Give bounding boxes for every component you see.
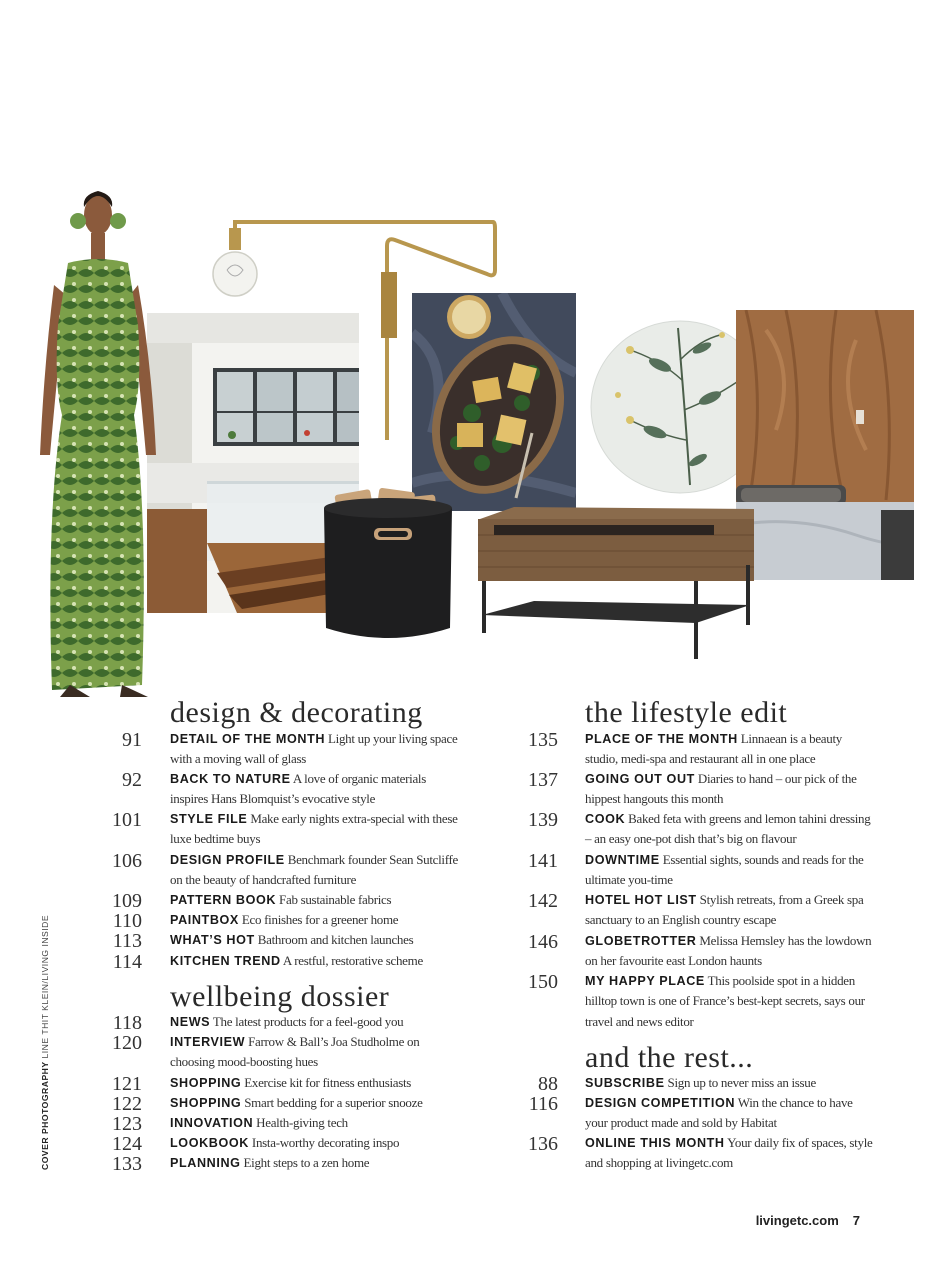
- entry-description: Fab sustainable fabrics: [279, 892, 392, 907]
- section-title: wellbeing dossier: [170, 980, 390, 1013]
- entry-description: Eco finishes for a greener home: [241, 912, 399, 927]
- entry-description: Smart bedding for a superior snooze: [244, 1095, 423, 1110]
- section-title: the lifestyle edit: [585, 696, 788, 729]
- entry-page-number: 137: [528, 769, 558, 791]
- entry-description: Linnaean is a beauty studio, medi-spa and restaurant all in one place: [585, 731, 842, 767]
- entry-description: Baked feta with greens and lemon tahini dressing – an easy one-pot dish that’s big on flavour: [585, 811, 871, 847]
- entry-heading: DESIGN COMPETITION: [585, 1096, 736, 1110]
- entry-page-number: 122: [112, 1093, 142, 1115]
- entry-body: [170, 951, 460, 971]
- section-title: and the rest...: [585, 1041, 754, 1074]
- entry-body: [585, 809, 875, 850]
- entry-description: Health-giving tech: [256, 1115, 348, 1130]
- entry-heading: INNOVATION: [170, 1116, 254, 1130]
- entry-body: [170, 1093, 460, 1113]
- entry-heading: PLANNING: [170, 1156, 241, 1170]
- entry-body: [170, 729, 460, 770]
- entry-heading: SUBSCRIBE: [585, 1076, 665, 1090]
- entry-page-number: 101: [112, 809, 142, 831]
- entry-body: [585, 769, 875, 810]
- entry-heading: STYLE FILE: [170, 812, 248, 826]
- entry-heading: DETAIL OF THE MONTH: [170, 732, 326, 746]
- site-url[interactable]: livingetc.com: [755, 1213, 839, 1228]
- bedroom-photo: [736, 310, 914, 580]
- entry-heading: COOK: [585, 812, 626, 826]
- entry-description: Benchmark founder Sean Sutcliffe on the beauty of handcrafted furniture: [170, 852, 459, 888]
- entry-heading: DOWNTIME: [585, 853, 660, 867]
- entry-page-number: 123: [112, 1113, 142, 1135]
- entry-description: A restful, restorative scheme: [282, 953, 423, 968]
- entry-heading: PAINTBOX: [170, 913, 239, 927]
- food-dish-photo: [412, 293, 576, 511]
- entry-heading: GOING OUT OUT: [585, 772, 695, 786]
- entry-description: Essential sights, sounds and reads for the ultimate you-time: [585, 852, 864, 888]
- entry-heading: SHOPPING: [170, 1096, 242, 1110]
- entry-description: Sign up to never miss an issue: [667, 1075, 816, 1090]
- entry-page-number: 142: [528, 890, 558, 912]
- entry-page-number: 136: [528, 1133, 558, 1155]
- entry-heading: LOOKBOOK: [170, 1136, 249, 1150]
- section-title: design & decorating: [170, 696, 423, 729]
- entry-page-number: 150: [528, 971, 558, 993]
- entry-body: [170, 809, 460, 850]
- entry-page-number: 92: [122, 769, 142, 791]
- entry-heading: KITCHEN TREND: [170, 954, 281, 968]
- entry-description: Diaries to hand – our pick of the hippest hangouts this month: [585, 771, 857, 807]
- entry-body: [170, 1153, 460, 1173]
- entry-page-number: 135: [528, 729, 558, 751]
- entry-description: Stylish retreats, from a Greek spa sanctuary to an English country escape: [585, 892, 864, 928]
- entry-description: Exercise kit for fitness enthusiasts: [244, 1075, 412, 1090]
- entry-page-number: 114: [112, 951, 142, 973]
- entry-body: [585, 850, 875, 891]
- entry-body: [585, 1133, 875, 1174]
- entry-body: [585, 1073, 875, 1093]
- entry-heading: PATTERN BOOK: [170, 893, 277, 907]
- page-number: 7: [852, 1213, 860, 1228]
- entry-page-number: 118: [112, 1012, 142, 1034]
- log-basket-photo: [318, 488, 458, 648]
- entry-description: Eight steps to a zen home: [243, 1155, 370, 1170]
- entry-body: [170, 910, 460, 930]
- entry-heading: ONLINE THIS MONTH: [585, 1136, 725, 1150]
- entry-page-number: 110: [112, 910, 142, 932]
- entry-body: [585, 729, 875, 770]
- entry-description: A love of organic materials inspires Hans Blomquist’s evocative style: [170, 771, 426, 807]
- entry-body: [585, 971, 875, 1032]
- entry-heading: BACK TO NATURE: [170, 772, 291, 786]
- entry-body: [170, 930, 460, 950]
- entry-body: [170, 890, 460, 910]
- entry-body: [170, 1113, 460, 1133]
- entry-page-number: 121: [112, 1073, 142, 1095]
- entry-description: Melissa Hemsley has the lowdown on her favourite east London haunts: [585, 933, 872, 969]
- entry-heading: DESIGN PROFILE: [170, 853, 285, 867]
- entry-page-number: 141: [528, 850, 558, 872]
- entry-description: Make early nights extra-special with these luxe bedtime buys: [170, 811, 458, 847]
- entry-description: Farrow & Ball’s Joa Studholme on choosing mood-boosting hues: [170, 1034, 420, 1070]
- entry-description: Bathroom and kitchen launches: [257, 932, 414, 947]
- entry-heading: INTERVIEW: [170, 1035, 246, 1049]
- entry-description: This poolside spot in a hidden hilltop town is one of France’s best-kept secrets, says our travel and news editor: [585, 973, 865, 1029]
- entry-page-number: 139: [528, 809, 558, 831]
- entry-body: [170, 1032, 460, 1073]
- entry-body: [170, 1012, 460, 1032]
- entry-page-number: 91: [122, 729, 142, 751]
- page-footer: [700, 1213, 860, 1228]
- entry-description: Your daily fix of spaces, style and shopping at livingetc.com: [585, 1135, 873, 1171]
- entry-heading: SHOPPING: [170, 1076, 242, 1090]
- entry-heading: NEWS: [170, 1015, 211, 1029]
- entry-heading: WHAT’S HOT: [170, 933, 255, 947]
- entry-heading: MY HAPPY PLACE: [585, 974, 705, 988]
- entry-body: [170, 850, 460, 891]
- entry-body: [170, 1133, 460, 1153]
- photo-credit: COVER PHOTOGRAPHY LINE THIT KLEIN/LIVING INSIDE: [40, 914, 50, 1170]
- entry-body: [585, 1093, 875, 1134]
- entry-heading: GLOBETROTTER: [585, 934, 697, 948]
- entry-description: Light up your living space with a moving wall of glass: [170, 731, 458, 767]
- entry-page-number: 109: [112, 890, 142, 912]
- entry-description: The latest products for a feel-good you: [212, 1014, 404, 1029]
- entry-page-number: 88: [538, 1073, 558, 1095]
- entry-heading: HOTEL HOT LIST: [585, 893, 697, 907]
- entry-body: [170, 769, 460, 810]
- entry-page-number: 113: [112, 930, 142, 952]
- entry-page-number: 133: [112, 1153, 142, 1175]
- entry-page-number: 124: [112, 1133, 142, 1155]
- entry-page-number: 106: [112, 850, 142, 872]
- entry-heading: PLACE OF THE MONTH: [585, 732, 738, 746]
- coffee-table-photo: [474, 505, 756, 665]
- entry-page-number: 116: [528, 1093, 558, 1115]
- entry-body: [170, 1073, 460, 1093]
- entry-body: [585, 931, 875, 972]
- entry-description: Insta-worthy decorating inspo: [251, 1135, 400, 1150]
- entry-description: Win the chance to have your product made and sold by Habitat: [585, 1095, 853, 1131]
- entry-page-number: 120: [112, 1032, 142, 1054]
- entry-page-number: 146: [528, 931, 558, 953]
- entry-body: [585, 890, 875, 931]
- fashion-model-photo: [30, 185, 165, 700]
